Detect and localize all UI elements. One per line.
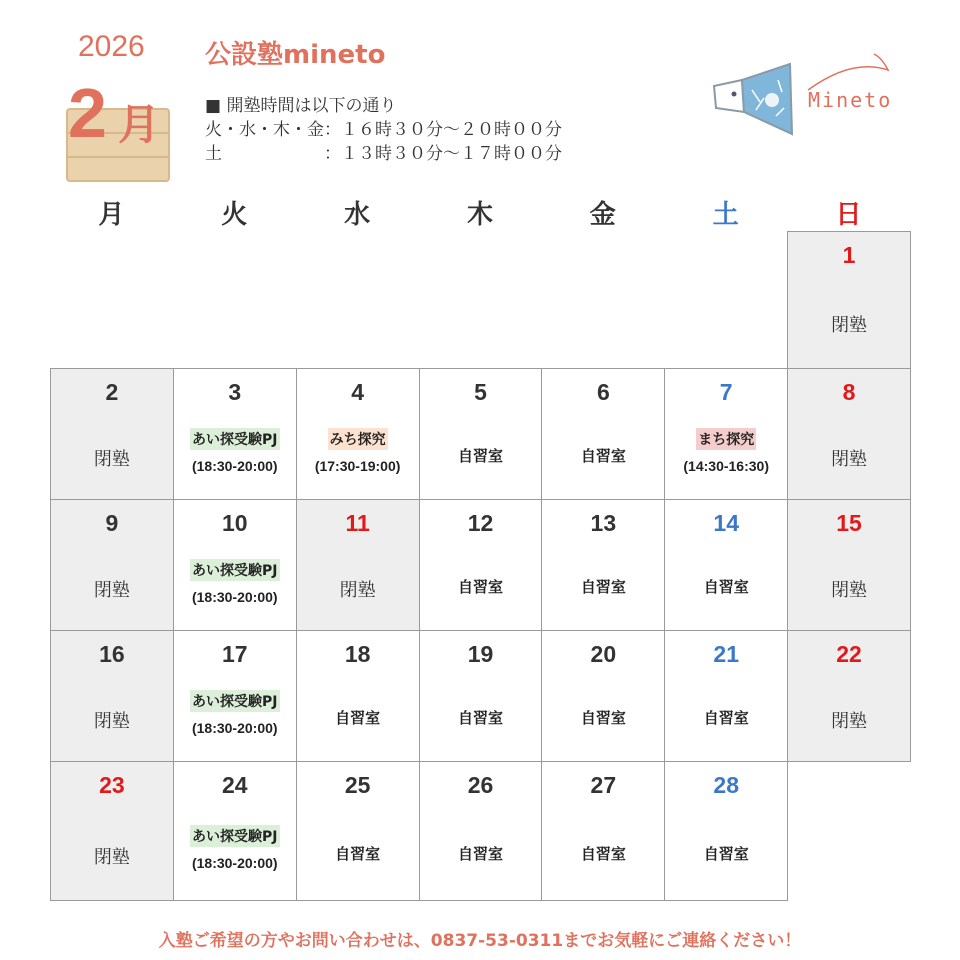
event-time: (18:30-20:00) [191,458,278,474]
day-number: 16 [99,641,125,667]
calendar-day-cell [173,761,297,901]
study-room-label: 自習室 [457,845,503,863]
study-room-label: 自習室 [457,578,503,596]
study-room-label: 自習室 [703,709,749,727]
day-number: 25 [344,772,371,798]
calendar-day-cell [664,630,788,762]
day-number: 6 [596,379,610,405]
weekday-wed: 水 [344,200,371,230]
weekday-thu: 木 [466,200,493,230]
study-room-label: 自習室 [335,709,381,727]
study-room-label: 自習室 [580,709,626,727]
calendar-day-cell [419,630,543,762]
school-name: 公設塾mineto [205,40,386,70]
day-number: 10 [221,510,248,536]
hours-weekday: 火・水・木・金：１６時３０分～２０時００分 [205,120,562,140]
opening-hours [205,94,562,166]
calendar-day-cell [787,368,911,500]
study-room-label: 自習室 [335,845,381,863]
event-time: (18:30-20:00) [191,720,278,736]
day-number: 1 [842,242,856,268]
hours-saturday: 土 ：１３時３０分～１７時００分 [205,144,562,164]
calendar-day-cell [541,368,665,500]
calendar-day-cell [664,499,788,631]
calendar-day-cell [296,499,420,631]
calendar-day-cell [296,761,420,901]
calendar-day-cell [296,368,420,500]
calendar-day-cell [787,231,911,369]
event-block [174,428,296,474]
day-number: 28 [713,772,739,798]
day-number: 9 [105,510,119,536]
event-tag: あい探受験PJ [190,690,279,712]
weekday-fri: 金 [589,200,616,230]
logo-text: Mineto [808,88,893,112]
calendar-day-cell [419,761,543,901]
day-number: 23 [99,772,125,798]
calendar-day-cell [419,368,543,500]
day-number: 26 [467,772,494,798]
calendar-day-cell [173,499,297,631]
hours-title: ■ 開塾時間は以下の通り [205,96,397,116]
event-block [665,428,787,474]
event-time: (14:30-16:30) [683,458,769,474]
calendar-day-cell [787,499,911,631]
day-number: 27 [590,772,617,798]
event-block [297,428,419,474]
day-number: 22 [836,641,862,667]
event-tag: あい探受験PJ [190,428,279,450]
month-number: 2 [68,74,107,152]
event-block [174,825,296,871]
calendar-day-cell [787,630,911,762]
weekday-tue: 火 [221,200,248,230]
study-room-label: 自習室 [457,447,503,465]
day-number: 2 [105,379,119,405]
day-number: 11 [345,510,370,536]
study-room-label: 自習室 [580,845,626,863]
day-number: 19 [467,641,494,667]
calendar-day-cell [50,761,174,901]
event-tag: あい探受験PJ [190,559,279,581]
calendar-day-cell [541,761,665,901]
calendar-day-cell [50,368,174,500]
day-number: 20 [590,641,617,667]
event-time: (18:30-20:00) [191,855,278,871]
event-time: (17:30-19:00) [314,458,401,474]
weekday-header [50,194,910,228]
event-tag: あい探受験PJ [190,825,279,847]
day-number: 21 [713,641,739,667]
event-block [174,690,296,736]
weekday-sat: 土 [712,200,739,230]
closed-label: 閉塾 [339,580,376,601]
study-room-label: 自習室 [703,845,749,863]
event-tag: まち探究 [696,428,756,450]
weekday-sun: 日 [835,200,862,230]
closed-label: 閉塾 [93,580,130,601]
event-block [174,559,296,605]
calendar-day-cell [50,630,174,762]
day-number: 8 [842,379,856,405]
closed-label: 閉塾 [93,449,130,470]
month-kanji: 月 [118,100,161,149]
study-room-label: 自習室 [580,578,626,596]
day-number: 12 [467,510,494,536]
calendar-day-cell [50,499,174,631]
day-number: 24 [221,772,248,798]
month-badge [62,74,174,184]
calendar-day-cell [664,761,788,901]
day-number: 13 [590,510,617,536]
study-room-label: 自習室 [703,578,749,596]
closed-label: 閉塾 [831,711,868,732]
day-number: 7 [719,379,733,405]
calendar-day-cell [173,368,297,500]
weekday-mon: 月 [98,200,125,230]
calendar-grid [50,231,910,900]
calendar-day-cell [541,499,665,631]
day-number: 15 [836,510,862,536]
calendar-day-cell [173,630,297,762]
event-time: (18:30-20:00) [191,589,278,605]
closed-label: 閉塾 [93,711,130,732]
calendar-day-cell [419,499,543,631]
closed-label: 閉塾 [831,449,868,470]
day-number: 5 [474,379,487,405]
day-number: 14 [713,510,739,536]
day-number: 3 [228,379,242,405]
day-number: 17 [221,641,248,667]
calendar-day-cell [296,630,420,762]
closed-label: 閉塾 [831,580,868,601]
study-room-label: 自習室 [580,447,626,465]
calendar-day-cell [541,630,665,762]
event-tag: みち探究 [328,428,388,450]
study-room-label: 自習室 [457,709,503,727]
closed-label: 閉塾 [93,847,130,868]
contact-footer: 入塾ご希望の方やお問い合わせは、0837-53-0311までお気軽にご連絡ください！ [158,931,802,951]
year-label: 2026 [78,30,145,63]
day-number: 18 [344,641,371,667]
calendar-day-cell [664,368,788,500]
day-number: 4 [351,379,365,405]
closed-label: 閉塾 [831,315,868,336]
